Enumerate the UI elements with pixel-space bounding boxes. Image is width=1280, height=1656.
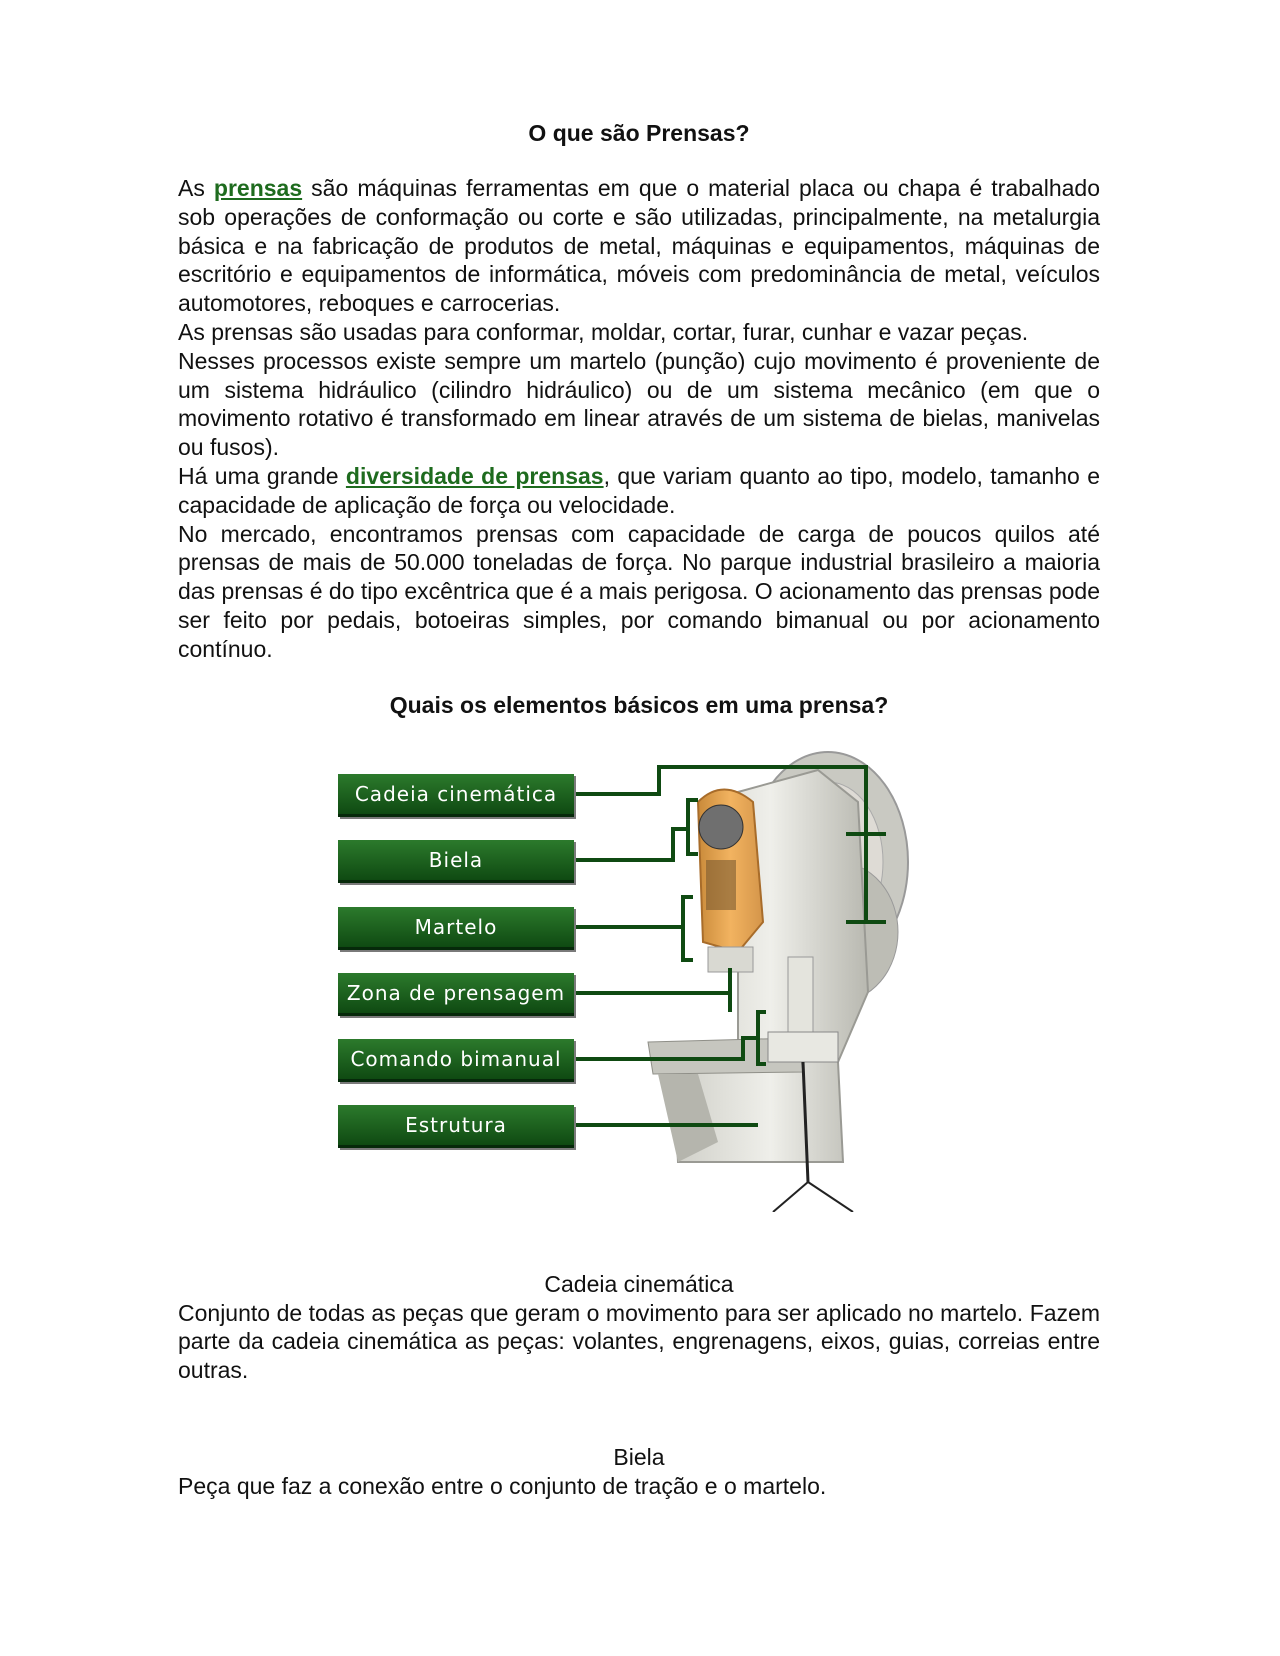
label-martelo: Martelo xyxy=(338,907,574,950)
label-estrutura: Estrutura xyxy=(338,1105,574,1148)
prensas-link[interactable]: prensas xyxy=(213,175,303,201)
diversidade-link[interactable]: diversidade de prensas xyxy=(345,462,604,489)
section-cadeia-cinematica xyxy=(178,1270,1100,1385)
label-biela: Biela xyxy=(338,840,574,883)
page-title: O que são Prensas? xyxy=(528,120,750,146)
section-heading: Biela xyxy=(613,1443,665,1470)
section-subtitle: Quais os elementos básicos em uma prensa? xyxy=(389,691,889,718)
label-cadeia-cinematica: Cadeia cinemática xyxy=(338,774,574,817)
intro-paragraph-4 xyxy=(178,462,1100,520)
intro-text: , que variam quanto ao tipo, modelo, tamanho e capacidade de aplicação de força ou velocidade. xyxy=(178,462,1100,518)
document-page xyxy=(178,118,1100,1501)
section-text: Peça que faz a conexão entre o conjunto de tração e o martelo. xyxy=(178,1472,827,1499)
section-biela xyxy=(178,1443,1100,1501)
intro-text: são máquinas ferramentas em que o material placa ou chapa é trabalhado sob operações de conformação ou corte e são utilizadas, principalmente, na metalurgia básica e na fabricação de produtos de metal, máquinas e equipamentos, máquinas de escritório e equipamentos de informática, móveis com predominância de metal, veículos automotores, reboques e carrocerias. xyxy=(178,175,1100,317)
intro-paragraph-1 xyxy=(178,174,1100,318)
label-comando-bimanual: Comando bimanual xyxy=(338,1039,574,1082)
press-diagram xyxy=(178,742,1100,1212)
label-zona-de-prensagem: Zona de prensagem xyxy=(338,973,574,1016)
section-text: Conjunto de todas as peças que geram o movimento para ser aplicado no martelo. Fazem parte da cadeia cinemática as peças: volantes, engrenagens, eixos, guias, correias entre outras. xyxy=(178,1299,1100,1384)
intro-paragraph-5: No mercado, encontramos prensas com capacidade de carga de poucos quilos até prensas de mais de 50.000 toneladas de força. No parque industrial brasileiro a maioria das prensas é do tipo excêntrica que é a mais perigosa. O acionamento das prensas pode ser feito por pedais, botoeiras simples, por comando bimanual ou por acionamento contínuo. xyxy=(178,520,1100,662)
intro-paragraph-2: As prensas são usadas para conformar, moldar, cortar, furar, cunhar e vazar peças. xyxy=(178,318,1029,345)
intro-text: As xyxy=(178,175,214,201)
intro-paragraph-3: Nesses processos existe sempre um martelo (punção) cujo movimento é proveniente de um sistema hidráulico (cilindro hidráulico) ou de um sistema mecânico (em que o movimento rotativo é transformado em linear através de um sistema de bielas, manivelas ou fusos). xyxy=(178,347,1100,461)
press-illustration xyxy=(178,742,1100,1212)
section-heading: Cadeia cinemática xyxy=(544,1270,734,1297)
intro-text: Há uma grande xyxy=(178,462,346,489)
